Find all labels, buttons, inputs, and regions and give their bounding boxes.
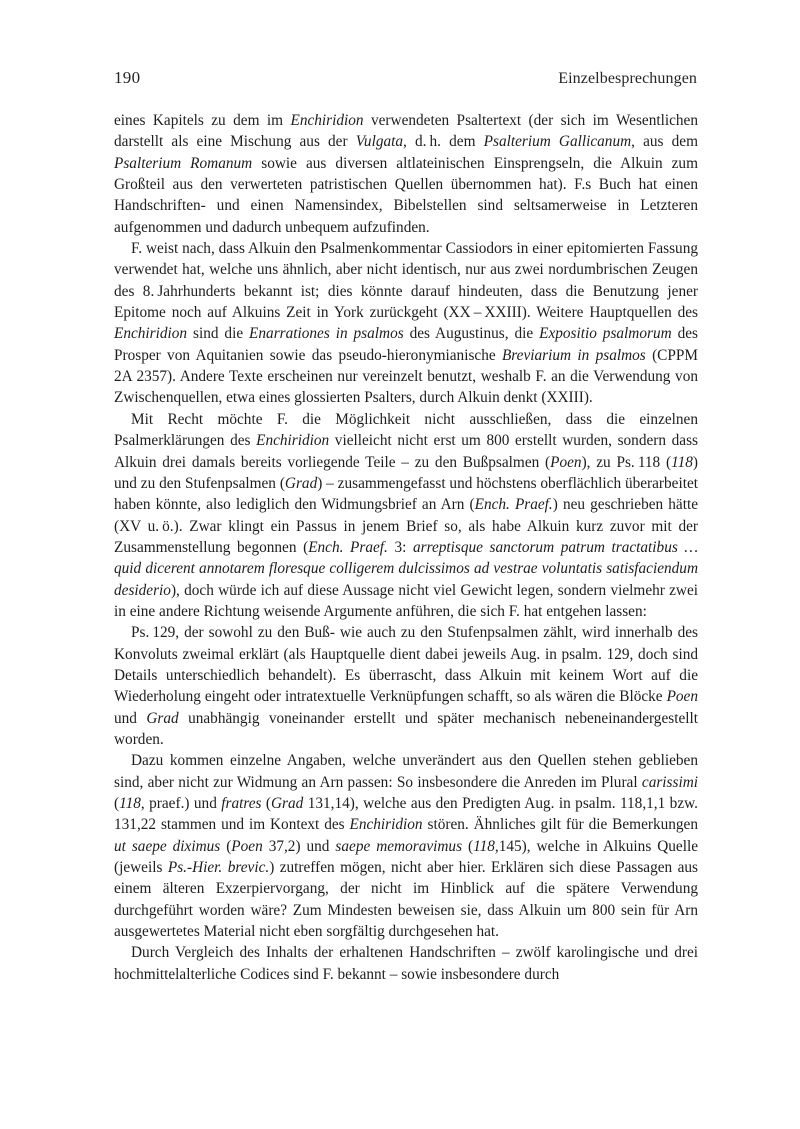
paragraph-1: eines Kapitels zu dem im Enchiridion verwendeten Psaltertext (der sich im Wesentlichen darstellt als eine Mischung aus der Vulgata, d. h. dem Psalterium Gallicanum, aus dem Psalterium Romanum sowie aus diversen altlateinischen Einsprengseln, die Alkuin zum Großteil aus den verwerteten patristischen Quellen übernommen hat). F.s Buch hat einen Handschriften- und einen Namensindex, Bibelstellen sind seltsamerweise in Letzteren aufgenommen und dadurch unbequem aufzufinden. <box>114 112 698 236</box>
page-number: 190 <box>114 68 141 87</box>
paragraph-5: Dazu kommen einzelne Angaben, welche unverändert aus den Quellen stehen geblieben sind, aber nicht zur Widmung an Arn passen: So insbesondere die Anreden im Plural carissimi (118, praef.) und fratres (Grad 131,14), welche aus den Predigten Aug. in psalm. 118,1,1 bzw. 131,22 stammen und im Kontext des Enchiridion stören. Ähnliches gilt für die Bemerkungen ut saepe diximus (Poen 37,2) und saepe memoravimus (118,145), welche in Alkuins Quelle (jeweils Ps.-Hier. brevic.) zutreffen mögen, nicht aber hier. Erklären sich diese Passagen aus einem älteren Exzerpiervorgang, der nicht im Hinblick auf die spätere Verwendung durchgeführt worden wäre? Zum Mindesten beweisen sie, dass Alkuin um 800 sein für Arn ausgewertetes Material nicht eben sorgfältig durchgesehen hat. <box>114 752 699 941</box>
work-title-enarrationes: Enarrationes in psalmos <box>249 325 404 343</box>
latin-term-fratres: fratres <box>221 795 262 812</box>
work-title-expositio-psalmorum: Expositio psalmorum <box>539 325 672 343</box>
work-title-vulgata: Vulgata <box>355 133 404 151</box>
citation-ench-praef: Ench. Praef. <box>308 538 388 556</box>
latin-phrase-saepe-memoravimus: saepe memoravimus <box>335 837 463 855</box>
siglum-poen: Poen <box>231 837 263 855</box>
siglum-118: 118 <box>119 795 141 812</box>
running-head <box>114 68 697 88</box>
paragraph-6: Durch Vergleich des Inhalts der erhaltenen Handschriften – zwölf karolingische und drei hochmittelalterliche Codices sind F. bekannt – sowie insbesondere durch <box>114 944 698 983</box>
work-title-enchiridion: Enchiridion <box>114 325 188 343</box>
siglum-118: 118 <box>473 837 495 855</box>
citation-ps-hier-brevic: Ps.-Hier. brevic. <box>167 859 270 877</box>
latin-phrase-ut-saepe-diximus: ut saepe diximus <box>114 837 221 855</box>
siglum-poen: Poen <box>550 453 582 471</box>
siglum-118: 118 <box>671 453 693 471</box>
siglum-grad: Grad <box>271 795 304 812</box>
siglum-grad: Grad <box>146 709 179 727</box>
latin-term-carissimi: carissimi <box>641 773 698 791</box>
work-title-enchiridion: Enchiridion <box>256 432 330 450</box>
work-title-psalterium-gallicanum: Psalterium Gallicanum <box>483 133 632 151</box>
work-title-breviarium: Breviarium in psalmos <box>501 346 646 364</box>
paragraph-3: Mit Recht möchte F. die Möglichkeit nicht ausschließen, dass die einzelnen Psalmerklärungen des Enchiridion vielleicht nicht erst um 800 erstellt wurden, sondern dass Alkuin drei damals bereits vorliegende Teile – zu den Bußpsalmen (Poen), zu Ps. 118 (118) und zu den Stufenpsalmen (Grad) – zusammengefasst und höchstens oberflächlich überarbeitet haben könnte, also lediglich den Widmungsbrief an Arn (Ench. Praef.) neu geschrieben hätte (XV u. ö.). Zwar klingt ein Passus in jenem Brief so, als habe Alkuin kurz zuvor mit der Zusammenstellung begonnen (Ench. Praef. 3: arreptisque sanctorum patrum tractatibus … quid dicerent annotarem floresque colligerem dulcissimos ad vestrae voluntatis satisfaciendum desiderio), doch würde ich auf diese Aussage nicht viel Gewicht legen, sondern vielmehr zwei in eine andere Richtung weisende Argumente anführen, die sich F. hat entgehen lassen: <box>114 410 699 620</box>
paragraph-2: F. weist nach, dass Alkuin den Psalmenkommentar Cassiodors in einer epitomierten Fassung verwendet hat, welche uns ähnlich, aber nicht identisch, nur aus zwei nordumbrischen Zeugen des 8. Jahrhunderts bekannt ist; dies könnte darauf hindeuten, dass die Benutzung jener Epitome noch auf Alkuins Zeit in York zurückgeht (XX – XXIII). Weitere Hauptquellen des Enchiridion sind die Enarrationes in psalmos des Augustinus, die Expositio psalmorum des Prosper von Aquitanien sowie das pseudo-hieronymianische Breviarium in psalmos (CPPM 2A 2357). Andere Texte erscheinen nur vereinzelt benutzt, weshalb F. an die Verwendung von Zwischenquellen, etwa eines glossierten Psalters, durch Alkuin denkt (XXIII). <box>114 240 698 407</box>
running-head-title: Einzelbesprechungen <box>558 70 697 87</box>
latin-quotation: arreptisque sanctorum patrum tractatibus … quid dicerent annotarem floresque colligerem dulcissimos ad vestrae voluntatis satisfaciendum desiderio <box>114 538 699 599</box>
work-title-enchiridion: Enchiridion <box>290 112 364 129</box>
work-title-psalterium-romanum: Psalterium Romanum <box>114 154 253 172</box>
siglum-grad: Grad <box>284 474 318 492</box>
siglum-poen: Poen <box>666 688 698 706</box>
paragraph-4: Ps. 129, der sowohl zu den Buß- wie auch zu den Stufenpsalmen zählt, wird innerhalb des Konvoluts zweimal erklärt (als Hauptquelle dient dabei jeweils Aug. in psalm. 129, doch sind Details unterschiedlich behandelt). Es überrascht, dass Alkuin mit keinem Wort auf die Wiederholung eingeht oder intratextuelle Verknüpfungen schafft, so als wären die Blöcke Poen und Grad unabhängig voneinander erstellt und später mechanisch nebeneinandergestellt worden. <box>114 624 698 748</box>
work-title-enchiridion: Enchiridion <box>349 816 423 834</box>
citation-ench-praef: Ench. Praef. <box>474 496 553 514</box>
body-text <box>114 110 698 985</box>
